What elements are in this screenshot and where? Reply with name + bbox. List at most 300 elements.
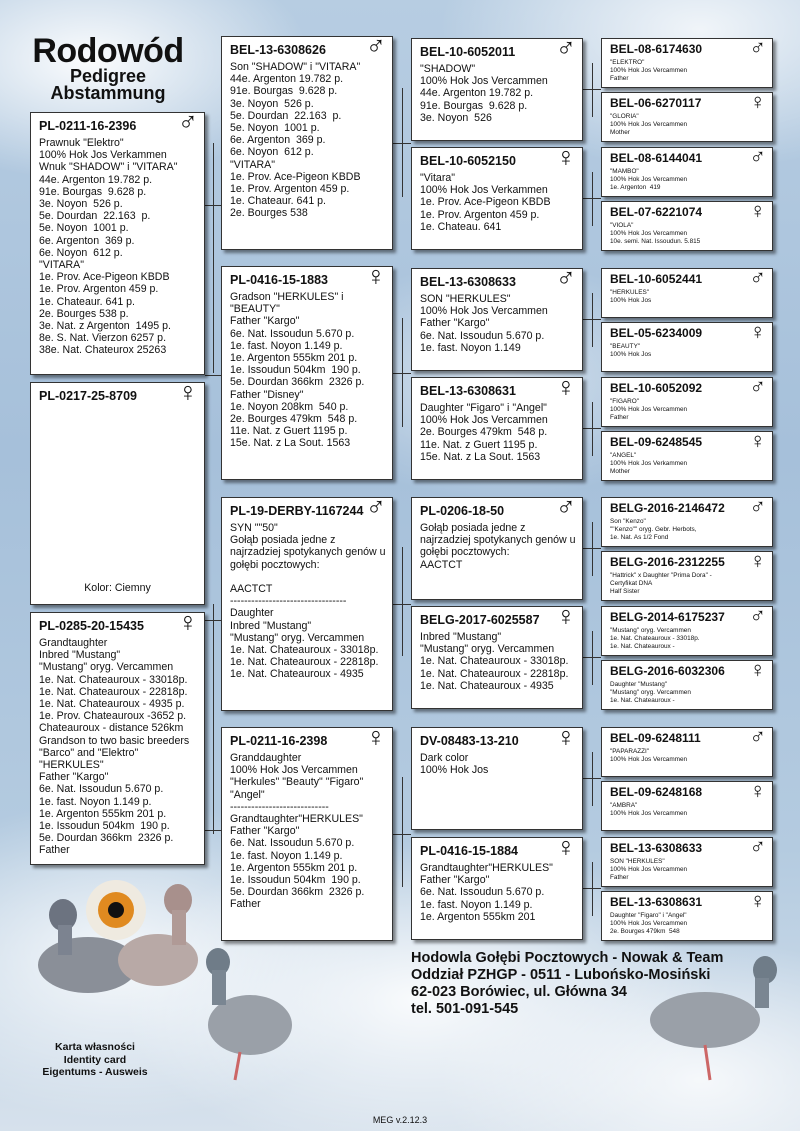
detail-line: 11e. Nat. z Guert 1195 p.: [230, 425, 348, 438]
detail-line: 5e. Noyon 1001 p.: [39, 222, 129, 235]
detail-line: Wnuk "SHADOW" i "VITARA": [39, 161, 178, 174]
detail-line: Daughter "Figaro" i "Angel": [420, 402, 547, 414]
detail-line: 1e. Argenton 555km 201 p.: [230, 352, 358, 365]
ring-number: PL-0416-15-1883: [230, 273, 328, 287]
detail-line: 91e. Bourgas 9.628 p.: [230, 85, 338, 98]
detail-line: 15e. Nat. z La Sout. 1563: [420, 450, 541, 463]
pedigree-card-grandparents[interactable]: [411, 147, 583, 250]
male-symbol-icon: ♂: [365, 36, 386, 61]
identity-card-de: Eigentums - Ausweis: [42, 1066, 148, 1078]
male-symbol-icon: ♂: [749, 268, 766, 290]
card-details: [420, 752, 488, 776]
ring-number: PL-0416-15-1884: [420, 844, 518, 858]
identity-card-pl: Karta własności: [55, 1041, 135, 1053]
identity-card-label: [40, 1041, 150, 1079]
detail-line: 38e. Nat. Chateurox 25263: [39, 344, 167, 357]
detail-line: "MAMBO": [610, 168, 639, 175]
female-symbol-icon: ♀: [365, 266, 386, 291]
pedigree-card-great_grandparents[interactable]: [601, 606, 773, 656]
card-details: [610, 452, 687, 476]
detail-line: SYN ""50": [230, 522, 278, 534]
pigeon-pair-image: [28, 870, 208, 1030]
ring-number: BEL-10-6052092: [610, 381, 703, 395]
female-symbol-icon: ♀: [749, 781, 766, 803]
detail-line: Father "Kargo": [230, 825, 300, 838]
female-symbol-icon: ♀: [749, 322, 766, 344]
detail-line: 100% Hok Jos Vercammen: [610, 121, 688, 128]
pedigree-card-great_grandparents[interactable]: [601, 660, 773, 710]
male-symbol-icon: ♂: [749, 837, 766, 859]
pedigree-card-parents[interactable]: [221, 266, 393, 480]
card-details: [610, 802, 687, 818]
pedigree-card-great_grandparents[interactable]: [601, 891, 773, 941]
detail-line: 6e. Nat. Issoudun 5.670 p.: [420, 886, 545, 899]
detail-line: najrzadziej spotykanych genów u: [230, 546, 386, 559]
detail-line: Grandtaughter"HERKULES": [230, 813, 363, 826]
title-abstammung: Abstammung: [50, 83, 166, 103]
detail-line: [230, 571, 385, 583]
ring-number: DV-08483-13-210: [420, 734, 519, 748]
detail-line: Inbred "Mustang": [230, 619, 312, 632]
male-symbol-icon: ♂: [749, 497, 766, 519]
card-details: [420, 293, 548, 354]
detail-line: 10e. semi. Nat. Issoudun. 5.815: [610, 238, 701, 245]
detail-line: 2e. Bourges 479km 548 p.: [230, 413, 358, 426]
detail-line: 44e. Argenton 19.782 p.: [39, 173, 153, 186]
female-symbol-icon: ♀: [555, 727, 576, 752]
detail-line: Half Sister: [610, 588, 640, 595]
pedigree-card-great_grandparents[interactable]: [601, 38, 773, 88]
ring-number: BEL-10-6052150: [420, 154, 516, 168]
pedigree-title: [28, 34, 188, 102]
detail-line: Grandtaughter: [39, 637, 108, 649]
ring-number: PL-0206-18-50: [420, 504, 505, 518]
female-symbol-icon: ♀: [749, 551, 766, 573]
detail-line: "Vitara": [420, 172, 456, 184]
title-rodowod: Rodowód: [32, 32, 184, 70]
card-details: [420, 172, 551, 233]
detail-line: ---------------------------------: [230, 595, 347, 608]
detail-line: SON "HERKULES": [610, 858, 665, 865]
detail-line: "HERKULES": [610, 289, 649, 296]
card-details: [610, 572, 712, 596]
pedigree-card-grandparents[interactable]: [411, 497, 583, 600]
detail-line: "Barco" and "Elektro": [39, 746, 139, 759]
detail-line: 6e. Noyon 612 p.: [230, 146, 314, 159]
detail-line: "GLORIA": [610, 113, 639, 120]
pedigree-card-grandparents[interactable]: [411, 268, 583, 371]
card-details: [610, 518, 697, 542]
detail-line: 3e. Noyon 526: [420, 111, 492, 124]
pigeon-image-center: [190, 940, 310, 1090]
card-details: [230, 61, 361, 220]
male-symbol-icon: ♂: [749, 38, 766, 60]
connector-line: [592, 752, 593, 806]
breeder-branch: Oddział PZHGP - 0511 - Lubońsko-Mosiński: [411, 967, 711, 983]
detail-line: Inbred "Mustang": [39, 649, 121, 662]
detail-line: 100% Hok Jos Vercammen: [610, 810, 688, 817]
detail-line: "SHADOW": [420, 63, 476, 75]
detail-line: 8e. S. Nat. Vierzon 6257 p.: [39, 332, 167, 345]
connector-line: [592, 172, 593, 226]
detail-line: 11e. Nat. z Guert 1195 p.: [420, 438, 538, 451]
detail-line: 5e. Dourdan 22.163 p.: [39, 210, 151, 223]
detail-line: 1e. Issoudun 504km 190 p.: [39, 820, 170, 833]
detail-line: 100% Hok Jos: [420, 764, 489, 777]
ring-number: BEL-13-6308631: [610, 895, 703, 909]
pedigree-card-subject[interactable]: [30, 382, 205, 605]
detail-line: 1e. fast. Noyon 1.149 p.: [230, 339, 343, 352]
detail-line: Father "Kargo": [230, 315, 300, 328]
detail-line: 1e. fast. Noyon 1.149 p.: [39, 795, 152, 808]
pedigree-card-great_grandparents[interactable]: [601, 377, 773, 427]
female-symbol-icon: ♀: [749, 92, 766, 114]
detail-line: 91e. Bourgas 9.628 p.: [420, 99, 528, 112]
ring-number: BEL-07-6221074: [610, 205, 703, 219]
pedigree-card-great_grandparents[interactable]: [601, 781, 773, 831]
detail-line: "Hattrick" x Daughter "Prima Dora" -: [610, 572, 712, 579]
ring-number: BEL-09-6248111: [610, 731, 701, 745]
breeder-phone: tel. 501-091-545: [411, 1001, 519, 1017]
detail-line: 100% Hok Jos Vercammen: [610, 756, 688, 763]
detail-line: Grandson to two basic breeders: [39, 734, 190, 747]
detail-line: Prawnuk "Elektro": [39, 137, 124, 149]
detail-line: 44e. Argenton 19.782 p.: [420, 87, 534, 100]
detail-line: gołębi pocztowych:: [420, 546, 510, 559]
detail-line: Daughter "Figaro" i "Angel": [610, 912, 687, 919]
breeder-address: 62-023 Borówiec, ul. Główna 34: [411, 984, 627, 1000]
detail-line: Gradson "HERKULES" i: [230, 291, 344, 303]
detail-line: Son "SHADOW" i "VITARA": [230, 61, 361, 73]
detail-line: "HERKULES": [39, 759, 104, 772]
card-details: [610, 627, 700, 651]
pedigree-card-grandparents[interactable]: [411, 727, 583, 830]
detail-line: Father: [610, 414, 629, 421]
detail-line: 5e. Noyon 1001 p.: [230, 122, 320, 135]
detail-line: 1e. Chateaur. 641 p.: [39, 295, 136, 308]
detail-line: 6e. Nat. Issoudun 5.670 p.: [230, 327, 355, 340]
card-details: [39, 637, 189, 857]
detail-line: 1e. Prov. Chateauroux -3652 p.: [39, 710, 187, 723]
ring-number: BEL-13-6308631: [420, 384, 516, 398]
pedigree-card-great_grandparents[interactable]: [601, 727, 773, 777]
detail-line: 5e. Dourdan 366km 2326 p.: [230, 376, 365, 389]
ring-number: BEL-10-6052441: [610, 272, 703, 286]
connector-line: [402, 318, 403, 427]
detail-line: 1e. fast. Noyon 1.149 p.: [230, 849, 343, 862]
female-symbol-icon: ♀: [555, 837, 576, 862]
detail-line: 100% Hok Jos Verkammen: [420, 184, 548, 197]
male-symbol-icon: ♂: [749, 147, 766, 169]
connector-line: [213, 604, 214, 834]
detail-line: 1e. Argenton 555km 201 p.: [230, 861, 358, 874]
detail-line: Father "Kargo": [420, 874, 490, 887]
detail-line: 1e. Chateaur. 641 p.: [230, 195, 327, 208]
card-details: [610, 912, 687, 936]
detail-line: 100% Hok Jos Verkammen: [39, 149, 167, 162]
detail-line: 1e. Issoudun 504km 190 p.: [230, 364, 361, 377]
ring-number: BELG-2016-2312255: [610, 555, 725, 569]
ring-number: BELG-2016-2146472: [610, 501, 725, 515]
connector-line: [402, 88, 403, 197]
detail-line: 6e. Noyon 612 p.: [39, 246, 123, 259]
detail-line: Daughter: [230, 607, 274, 620]
detail-line: 6e. Nat. Issoudun 5.670 p.: [39, 783, 164, 796]
detail-line: 1e. fast. Noyon 1.149: [420, 341, 521, 354]
color-label: Kolor: Ciemny: [84, 582, 151, 594]
connector-line: [592, 631, 593, 685]
ring-number: BEL-09-6248168: [610, 785, 703, 799]
detail-line: 100% Hok Jos: [610, 351, 652, 358]
connector-line: [592, 63, 593, 117]
card-details: [420, 522, 575, 571]
detail-line: 5e. Dourdan 366km 2326 p.: [230, 886, 365, 899]
male-symbol-icon: ♂: [749, 377, 766, 399]
detail-line: 100% Hok Jos Vercammen: [610, 866, 688, 873]
detail-line: 1e. Nat. Chateauroux - 33018p.: [420, 655, 569, 668]
card-details: [420, 862, 553, 923]
connector-line: [213, 143, 214, 373]
detail-line: AACTCT: [230, 583, 273, 596]
detail-line: Father: [230, 898, 261, 911]
pedigree-card-subject[interactable]: [30, 112, 205, 375]
detail-line: 1e. Nat. Chateauroux - 33018p.: [610, 635, 700, 642]
ring-number: BELG-2017-6025587: [420, 613, 540, 627]
female-symbol-icon: ♀: [177, 382, 198, 407]
card-details: [39, 137, 177, 357]
detail-line: 100% Hok Jos Vercammen: [610, 920, 688, 927]
ring-number: BELG-2014-6175237: [610, 610, 725, 624]
detail-line: 5e. Dourdan 366km 2326 p.: [39, 832, 174, 845]
detail-line: "BEAUTY": [610, 343, 641, 350]
detail-line: 1e. Prov. Argenton 459 p.: [39, 283, 159, 296]
detail-line: "Herkules" "Beauty" "Figaro": [230, 776, 364, 789]
detail-line: 100% Hok Jos Vercammen: [610, 67, 688, 74]
detail-line: "VIOLA": [610, 222, 634, 229]
detail-line: "Mustang" oryg. Vercammen: [610, 627, 691, 634]
female-symbol-icon: ♀: [177, 612, 198, 637]
connector-line: [402, 547, 403, 656]
detail-line: 100% Hok Jos: [610, 297, 652, 304]
card-details: [610, 289, 651, 305]
ring-number: BELG-2016-6032306: [610, 664, 725, 678]
pedigree-card-great_grandparents[interactable]: [601, 322, 773, 372]
female-symbol-icon: ♀: [555, 147, 576, 172]
male-symbol-icon: ♂: [555, 38, 576, 63]
detail-line: Father "Kargo": [39, 771, 109, 784]
detail-line: 15e. Nat. z La Sout. 1563: [230, 437, 351, 450]
male-symbol-icon: ♂: [749, 727, 766, 749]
detail-line: "BEAUTY": [230, 303, 280, 316]
pedigree-card-grandparents[interactable]: [411, 837, 583, 940]
identity-card-en: Identity card: [63, 1053, 127, 1066]
detail-line: 100% Hok Jos Vercammen: [420, 75, 548, 88]
pedigree-card-parents[interactable]: [221, 727, 393, 941]
detail-line: gołębi pocztowych:: [230, 558, 320, 571]
detail-line: SON "HERKULES": [420, 293, 511, 305]
detail-line: Certyfikat DNA: [610, 580, 653, 587]
detail-line: 3e. Nat. z Argenton 1495 p.: [39, 320, 171, 333]
detail-line: 5e. Dourdan 22.163 p.: [230, 109, 342, 122]
detail-line: 100% Hok Jos Vercammen: [610, 230, 688, 237]
detail-line: "Mustang" oryg. Vercammen: [230, 631, 365, 644]
card-details: [420, 402, 548, 463]
detail-line: Son "Kenzo": [610, 518, 646, 525]
pedigree-card-great_grandparents[interactable]: [601, 431, 773, 481]
connector-line: [592, 402, 593, 456]
card-details: [610, 398, 687, 422]
connector-line: [592, 522, 593, 576]
female-symbol-icon: ♀: [749, 201, 766, 223]
male-symbol-icon: ♂: [555, 497, 576, 522]
detail-line: 1e. Noyon 208km 540 p.: [230, 400, 349, 413]
connector-line: [205, 375, 221, 376]
pedigree-card-parents[interactable]: [221, 36, 393, 250]
pedigree-card-great_grandparents[interactable]: [601, 147, 773, 197]
detail-line: 1e. Nat. Chateauroux - 4935: [230, 668, 364, 681]
detail-line: 1e. Nat. Chateauroux - 22818p.: [39, 685, 188, 698]
detail-line: Mother: [610, 468, 630, 475]
detail-line: 2e. Bourges 479km 548: [610, 928, 680, 935]
detail-line: 1e. Prov. Ace-Pigeon KBDB: [230, 170, 361, 183]
female-symbol-icon: ♀: [749, 660, 766, 682]
detail-line: 1e. Nat. Chateauroux - 22818p.: [230, 656, 379, 669]
pedigree-card-great_grandparents[interactable]: [601, 551, 773, 601]
pedigree-card-great_grandparents[interactable]: [601, 497, 773, 547]
detail-line: Father "Disney": [230, 388, 304, 401]
pedigree-card-great_grandparents[interactable]: [601, 837, 773, 887]
detail-line: "VITARA": [230, 158, 275, 171]
detail-line: 91e. Bourgas 9.628 p.: [39, 185, 147, 198]
detail-line: 2e. Bourges 538: [230, 207, 308, 220]
detail-line: ----------------------------: [230, 800, 329, 813]
detail-line: 1e. Nat. Chateauroux - 22818p.: [420, 667, 569, 680]
detail-line: ""Kenzo"" oryg. Gebr. Herbots,: [610, 526, 697, 533]
male-symbol-icon: ♂: [749, 606, 766, 628]
ring-number: BEL-13-6308633: [610, 841, 703, 855]
connector-line: [592, 862, 593, 916]
breeder-info: [411, 950, 723, 1018]
version-label: MEG v.2.12.3: [372, 1115, 428, 1125]
card-details: [420, 63, 548, 124]
ring-number: BEL-09-6248545: [610, 435, 703, 449]
female-symbol-icon: ♀: [365, 727, 386, 752]
detail-line: 1e. Argenton 419: [610, 184, 661, 191]
card-details: [230, 752, 364, 911]
male-symbol-icon: ♂: [177, 112, 198, 137]
detail-line: 100% Hok Jos Vercammen: [420, 414, 548, 427]
detail-line: Daughter "Mustang": [610, 681, 668, 688]
detail-line: najrzadziej spotykanych genów u: [420, 534, 576, 547]
pedigree-card-great_grandparents[interactable]: [601, 201, 773, 251]
female-symbol-icon: ♀: [749, 431, 766, 453]
detail-line: 6e. Nat. Issoudun 5.670 p.: [420, 329, 545, 342]
ring-number: BEL-06-6270117: [610, 96, 702, 110]
detail-line: 1e. Nat. Chateauroux - 4935 p.: [39, 698, 185, 711]
detail-line: 1e. Issoudun 504km 190 p.: [230, 874, 361, 887]
ring-number: BEL-08-6144041: [610, 151, 703, 165]
detail-line: "Mustang" oryg. Vercammen: [610, 689, 691, 696]
ring-number: PL-19-DERBY-1167244: [230, 504, 364, 518]
detail-line: 1e. Nat. Chateauroux - 4935: [420, 679, 554, 692]
detail-line: 2e. Bourges 479km 548 p.: [420, 426, 548, 439]
detail-line: "ELEKTRO": [610, 59, 645, 66]
detail-line: Dark color: [420, 752, 469, 764]
card-details: [230, 291, 364, 450]
ring-number: BEL-13-6308626: [230, 43, 326, 57]
pedigree-card-grandparents[interactable]: [411, 377, 583, 480]
detail-line: "PAPARAZZI": [610, 748, 650, 755]
male-symbol-icon: ♂: [365, 497, 386, 522]
detail-line: "Angel": [230, 788, 265, 801]
pedigree-card-grandparents[interactable]: [411, 606, 583, 709]
detail-line: 1e. fast. Noyon 1.149 p.: [420, 898, 533, 911]
detail-line: 1e. Argenton 555km 201: [420, 910, 536, 923]
detail-line: 1e. Prov. Ace-Pigeon KBDB: [39, 271, 170, 284]
detail-line: Father: [610, 874, 629, 881]
card-details: [610, 168, 687, 192]
male-symbol-icon: ♂: [555, 268, 576, 293]
pedigree-card-subject[interactable]: [30, 612, 205, 865]
detail-line: "AMBRA": [610, 802, 638, 809]
card-details: [610, 113, 687, 137]
card-details: [420, 631, 568, 692]
female-symbol-icon: ♀: [555, 606, 576, 631]
female-symbol-icon: ♀: [749, 891, 766, 913]
detail-line: Father: [610, 75, 629, 82]
breeder-name: Hodowla Gołębi Pocztowych - Nowak & Team: [411, 950, 724, 966]
detail-line: Chateauroux - distance 526km: [39, 722, 184, 735]
card-details: [610, 748, 687, 764]
pedigree-card-parents[interactable]: [221, 497, 393, 711]
detail-line: Grandtaughter"HERKULES": [420, 862, 553, 874]
card-details: [610, 343, 651, 359]
card-details: [610, 858, 687, 882]
ring-number: PL-0211-16-2398: [230, 734, 328, 748]
detail-line: Gołąb posiada jedne z: [420, 522, 526, 534]
detail-line: 6e. Argenton 369 p.: [39, 234, 135, 247]
card-details: [610, 222, 700, 246]
detail-line: 3e. Noyon 526 p.: [39, 198, 123, 211]
detail-line: "FIGARO": [610, 398, 640, 405]
ring-number: BEL-13-6308633: [420, 275, 516, 289]
card-details: [230, 522, 385, 681]
detail-line: 1e. Prov. Argenton 459 p.: [420, 208, 540, 221]
pedigree-card-great_grandparents[interactable]: [601, 92, 773, 142]
ring-number: BEL-05-6234009: [610, 326, 703, 340]
detail-line: 1e. Prov. Ace-Pigeon KBDB: [420, 196, 551, 209]
ring-number: PL-0211-16-2396: [39, 119, 137, 133]
detail-line: 100% Hok Jos Vercammen: [420, 305, 548, 318]
detail-line: 1e. Chateau. 641: [420, 220, 502, 233]
pedigree-card-great_grandparents[interactable]: [601, 268, 773, 318]
detail-line: Granddaughter: [230, 752, 302, 764]
connector-line: [402, 777, 403, 887]
detail-line: 3e. Noyon 526 p.: [230, 97, 314, 110]
detail-line: 1e. Nat. Chateauroux - 33018p.: [39, 673, 188, 686]
detail-line: "VITARA": [39, 259, 84, 272]
ring-number: PL-0217-25-8709: [39, 389, 137, 403]
detail-line: 100% Hok Jos Vercammen: [610, 176, 688, 183]
pedigree-card-grandparents[interactable]: [411, 38, 583, 141]
detail-line: 1e. Nat. Chateauroux - 33018p.: [230, 644, 379, 657]
detail-line: 44e. Argenton 19.782 p.: [230, 73, 344, 86]
ring-number: BEL-08-6174630: [610, 42, 703, 56]
detail-line: "Mustang" oryg. Vercammen: [39, 661, 174, 674]
title-pedigree: Pedigree: [69, 66, 147, 86]
detail-line: 1e. Nat. Chateauroux -: [610, 643, 675, 650]
female-symbol-icon: ♀: [555, 377, 576, 402]
